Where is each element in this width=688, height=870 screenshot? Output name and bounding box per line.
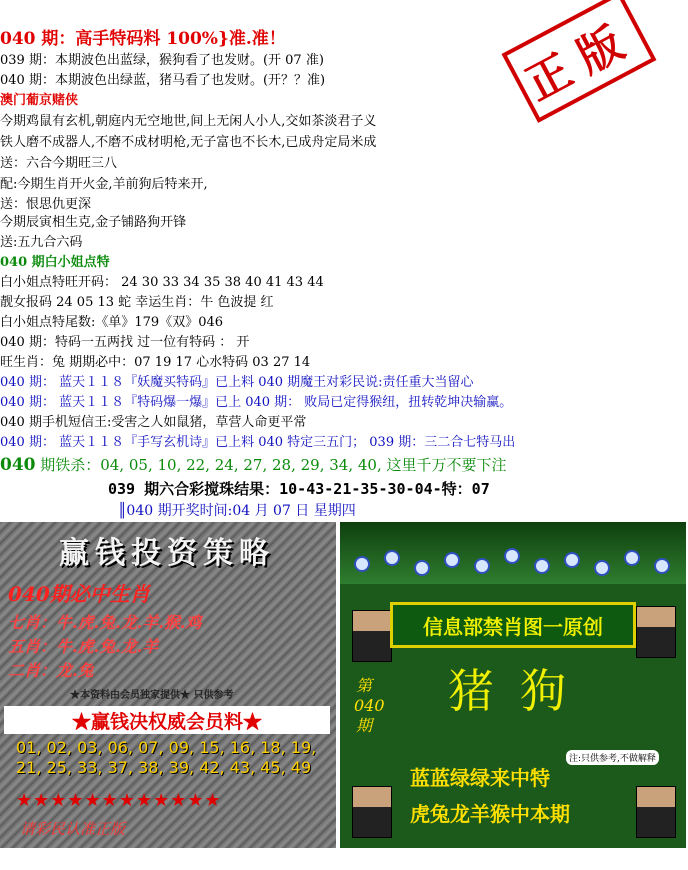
casino-title: 澳门葡京赌侠 [0,93,79,108]
info-title: 信息部禁肖图一原创 [390,602,636,648]
vip-numbers: 01, 02, 03, 06, 07, 09, 15, 16, 18, 19, 21, 25, 33, 37, 38, 39, 42, 43, 45, 49 [16,738,317,777]
hint-line-2: 虎兔龙羊猴中本期 [410,802,570,826]
portrait-photo [352,610,392,662]
vip-banner: ★赢钱决权威会员料★ [4,706,330,734]
flower-icon [654,558,670,574]
promo-line: 040 期： 蓝天１１８『特码爆一爆』已上 040 期： 败局已定得猴纽，扭转乾坤决输赢。 [0,395,513,410]
strategy-panel [0,522,336,848]
flower-icon [384,550,400,566]
intro-line-2: 040 期：本期波色出绿蓝，猪马看了也发财。(开？？准) [0,73,326,88]
flower-icon [564,552,580,568]
poem-line: 送：恨思仇更深 [0,197,92,212]
draw-time: ║040 期开奖时间:04 月 07 日 星期四 [118,503,356,519]
flower-icon [474,558,490,574]
portrait-photo [636,786,676,838]
flower-icon [414,560,430,576]
promo-line: 040 期： 蓝天１１８『妖魔买特码』已上料 040 期魔王对彩民说:责任重大当留心 [0,375,474,390]
kill-numbers: 期铁杀：04, 05, 10, 22, 24, 27, 28, 29, 34, 40, 这里千万不要下注 [35,456,507,474]
lady-line: 旺生肖：兔 期期必中：07 19 17 心水特码 03 27 14 [0,355,311,370]
strategy-title: 赢钱投资策略 [59,536,275,571]
flower-icon [534,558,550,574]
portrait-photo [636,606,676,658]
promo-line: 040 期手机短信王:受害之人如鼠猪，草营人命更平常 [0,415,307,430]
flower-icon [504,548,520,564]
hint-line-1: 蓝蓝绿绿来中特 [410,766,550,790]
star-row: ★★★★★★★★★★★★ [16,790,222,811]
kill-line [0,455,507,475]
promo-line: 040 期： 蓝天１１８『手写玄机诗』已上料 040 特定三五门； 039 期：三二合七特马出 [0,435,516,450]
zodiac-line: 二肖：龙.兔 [8,661,94,680]
poem-line: 送：六合今期旺三八 [0,156,118,171]
zodiac-line: 五肖：牛.虎.兔.龙.羊 [8,637,159,656]
zodiac-line: 七肖：牛.虎.兔.龙.羊.猴.鸡 [8,613,202,632]
intro-line-1: 039 期：本期波色出蓝绿，猴狗看了也发财。(开 07 准) [0,53,324,68]
portrait-photo [352,786,392,838]
disclaimer-note: 注:只供参考,不做解释 [566,750,659,765]
lady-line: 白小姐点特旺开码： 24 30 33 34 35 38 40 41 43 44 [0,275,324,290]
flower-icon [444,552,460,568]
flower-icon [624,550,640,566]
flower-icon [354,556,370,572]
lady-title: 040 期白小姐点特 [0,255,110,270]
poem-line: 送:五九合六码 [0,235,83,250]
flower-garland [340,522,686,584]
info-panel [340,522,686,848]
panel-footer: 请彩民认准正版 [20,820,126,838]
poem-line: 今期鸡鼠有玄机,朝庭内无空地世,间上无闲人小人,交如茶淡君子义 [0,114,377,129]
kill-issue: 040 [0,455,36,475]
poem-line: 配:今期生肖开火金,羊前狗后特来开, [0,177,208,192]
lady-line: 白小姐点特尾数:《单》179《双》046 [0,315,224,330]
strategy-subtitle: 040期必中生肖 [8,582,150,606]
result-line: 039 期六合彩搅珠结果：10-43-21-35-30-04-特：07 [108,480,490,498]
flower-icon [594,560,610,576]
featured-animals: 猪狗 [448,664,592,718]
lady-line: 靓女报码 24 05 13 蛇 幸运生肖：牛 色波提 红 [0,295,274,310]
issue-label: 第040期 [354,676,385,735]
panel-note: ★本资料由会员独家提供★ 只供参考 [70,690,234,701]
headline: 040 期：高手特码料 100%}准.准！ [0,29,286,49]
poem-line: 今期辰寅相生克,金子铺路狗开锋 [0,215,187,230]
poem-line: 铁人磨不成器人,不磨不成材明枪,无子富也不长木,已成舟定局米成 [0,135,377,150]
lady-line: 040 期：特码一五两找 过一位有特码 ： 开 [0,335,250,350]
official-stamp: 正版 [502,0,657,123]
